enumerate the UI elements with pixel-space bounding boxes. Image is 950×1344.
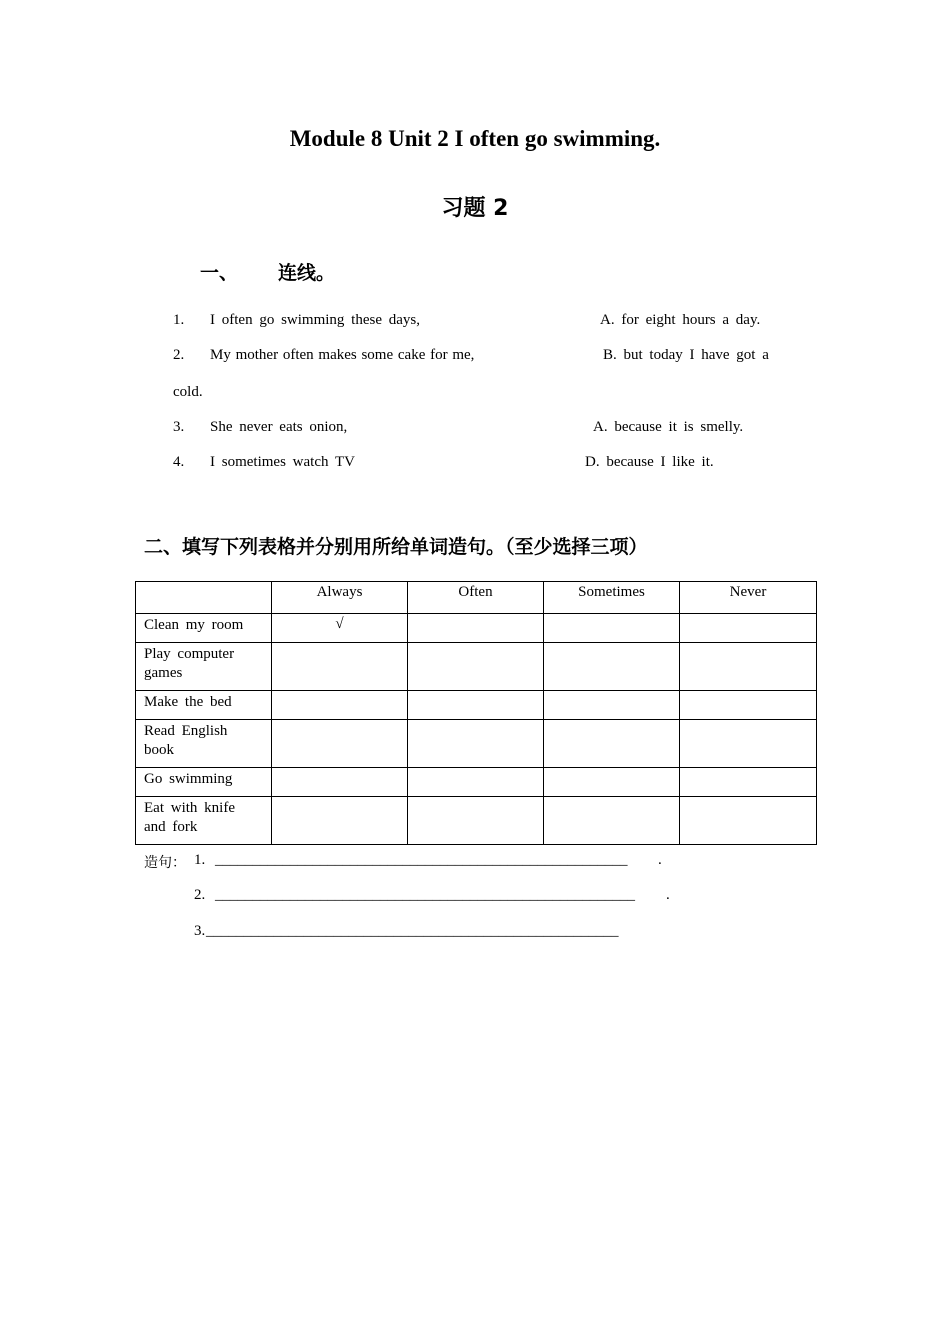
sometimes-cell[interactable] bbox=[544, 797, 680, 845]
page-subtitle: 习题 2 bbox=[441, 196, 509, 221]
activity-cell: Eat with knife and fork bbox=[136, 797, 272, 845]
section2-title: 二、填写下列表格并分别用所给单词造句。（至少选择三项） bbox=[144, 536, 648, 558]
table-row bbox=[136, 614, 817, 643]
activity-cell: Clean my room bbox=[136, 614, 272, 643]
always-cell[interactable]: √ bbox=[272, 614, 408, 643]
item-4-left: I sometimes watch TV bbox=[210, 454, 355, 470]
item-2-number: 2. bbox=[173, 347, 185, 363]
item-2-continuation: cold. bbox=[173, 384, 203, 400]
often-cell[interactable] bbox=[408, 691, 544, 720]
item-2-right: B. but today I have got a bbox=[603, 347, 769, 363]
sentence-label: 造句： bbox=[144, 855, 186, 871]
always-cell[interactable] bbox=[272, 720, 408, 768]
item-3-left: She never eats onion, bbox=[210, 419, 348, 435]
activity-cell: Make the bed bbox=[136, 691, 272, 720]
always-cell[interactable] bbox=[272, 768, 408, 797]
table-header-never: Never bbox=[680, 582, 817, 614]
item-1-right: A. for eight hours a day. bbox=[600, 312, 761, 328]
frequency-table bbox=[135, 581, 817, 845]
table-header-sometimes: Sometimes bbox=[544, 582, 680, 614]
sentence-1-number: 1. bbox=[194, 852, 206, 868]
never-cell[interactable] bbox=[680, 643, 817, 691]
often-cell[interactable] bbox=[408, 614, 544, 643]
item-3-right: A. because it is smelly. bbox=[593, 419, 744, 435]
often-cell[interactable] bbox=[408, 720, 544, 768]
table-row bbox=[136, 720, 817, 768]
activity-cell: Go swimming bbox=[136, 768, 272, 797]
sentence-2-blank[interactable]: ________________________________________________________ bbox=[215, 887, 635, 903]
item-4-number: 4. bbox=[173, 454, 185, 470]
always-cell[interactable] bbox=[272, 797, 408, 845]
table-row bbox=[136, 691, 817, 720]
always-cell[interactable] bbox=[272, 643, 408, 691]
section1-number: 一、 bbox=[200, 262, 239, 284]
activity-cell: Play computer games bbox=[136, 643, 272, 691]
never-cell[interactable] bbox=[680, 797, 817, 845]
never-cell[interactable] bbox=[680, 691, 817, 720]
item-4-right: D. because I like it. bbox=[585, 454, 714, 470]
table-row bbox=[136, 768, 817, 797]
sometimes-cell[interactable] bbox=[544, 691, 680, 720]
section1-title: 连线。 bbox=[278, 262, 336, 284]
sentence-3-blank[interactable]: _______________________________________________________ bbox=[206, 923, 619, 939]
often-cell[interactable] bbox=[408, 643, 544, 691]
sometimes-cell[interactable] bbox=[544, 768, 680, 797]
table-header-corner bbox=[136, 582, 272, 614]
sentence-3-number: 3. bbox=[194, 923, 206, 939]
often-cell[interactable] bbox=[408, 797, 544, 845]
table-header-row bbox=[136, 582, 817, 614]
sometimes-cell[interactable] bbox=[544, 643, 680, 691]
table-row bbox=[136, 643, 817, 691]
sometimes-cell[interactable] bbox=[544, 720, 680, 768]
sentence-2-number: 2. bbox=[194, 887, 206, 903]
never-cell[interactable] bbox=[680, 720, 817, 768]
item-2-left: My mother often makes some cake for me, bbox=[210, 347, 475, 363]
always-cell[interactable] bbox=[272, 691, 408, 720]
never-cell[interactable] bbox=[680, 768, 817, 797]
table-row bbox=[136, 797, 817, 845]
sentence-1-blank[interactable]: _______________________________________________________ bbox=[215, 852, 628, 868]
table-header-often: Often bbox=[408, 582, 544, 614]
item-1-left: I often go swimming these days, bbox=[210, 312, 420, 328]
table-header-always: Always bbox=[272, 582, 408, 614]
sometimes-cell[interactable] bbox=[544, 614, 680, 643]
item-1-number: 1. bbox=[173, 312, 185, 328]
never-cell[interactable] bbox=[680, 614, 817, 643]
often-cell[interactable] bbox=[408, 768, 544, 797]
activity-cell: Read English book bbox=[136, 720, 272, 768]
page-title: Module 8 Unit 2 I often go swimming. bbox=[289, 126, 661, 151]
sentence-2-end: . bbox=[666, 887, 670, 903]
item-3-number: 3. bbox=[173, 419, 185, 435]
sentence-1-end: . bbox=[658, 852, 662, 868]
